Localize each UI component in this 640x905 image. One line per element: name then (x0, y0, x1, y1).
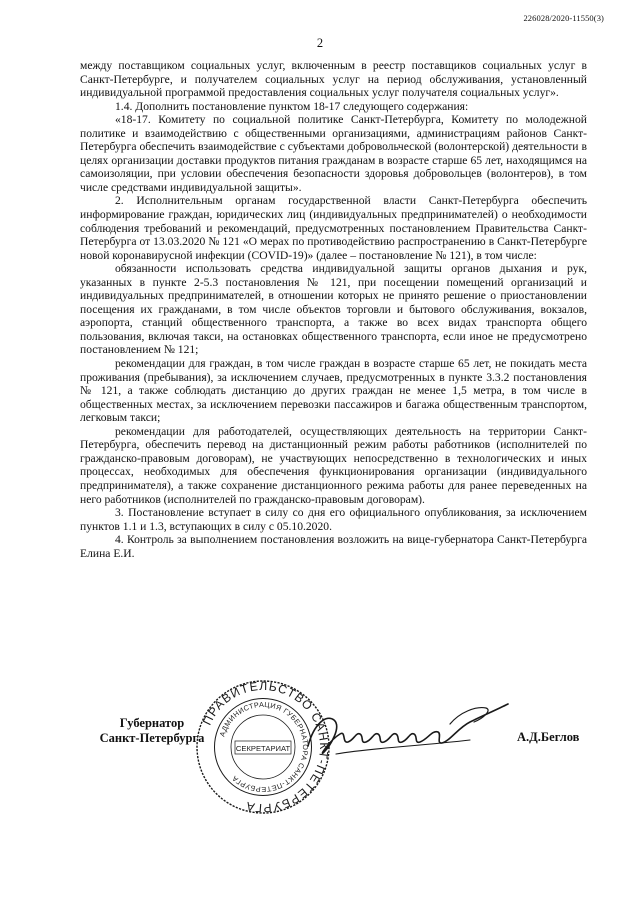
paragraph-3: 3. Постановление вступает в силу со дня его официального опубликования, за исключением пунктов 1.1 и 1.3, вступающих в силу с 05.10.2020. (80, 506, 587, 533)
signatory-title-line2: Санкт-Петербурга (99, 731, 205, 745)
paragraph-2: 2. Исполнительным органам государственной власти Санкт-Петербурга обеспечить информирование граждан, юридических лиц (индивидуальных предпринимателей) о необходимости соблюдения требований и рекомендаций, предусмотренных постановлением Правительства Санкт-Петербурга от 13.03.2020 № 121 «О мерах по противодействию распространению в Санкт-Петербурге новой коронавирусной инфекции (COVID-19)» (далее – постановление № 121), в том числе: (80, 194, 587, 262)
paragraph-1-4: 1.4. Дополнить постановление пунктом 18-17 следующего содержания: (115, 99, 469, 113)
page-number: 2 (316, 36, 324, 50)
signatory-name: А.Д.Беглов (517, 730, 580, 744)
paragraph-employer-recommendations: рекомендации для работодателей, осуществляющих деятельность на территории Санкт-Петербурга, обеспечить перевод на дистанционный режим работы работников (исполнителей по гражданско-правовым договорам), не участвующих непосредственно в технологических и иных процессах, необходимых для обеспечения функционирования организации (индивидуального предпринимателя), а также сохранение дистанционного режима работы для ранее переведенных на него работников (исполнителей по гражданско-правовым договорам). (80, 424, 587, 506)
paragraph-obligations: обязанности использовать средства индивидуальной защиты органов дыхания и рук, указанных в пункте 2-5.3 постановления № 121, при посещении помещений организаций и индивидуальных предпринимателей, в отношении которых не принято решение о приостановлении посещения их гражданами, в том числе объектов торговли и бытового обслуживания, вокзалов, аэропорта, станций общественного транспорта, а также во всех видах транспорта общего пользования, включая такси, на остановках общественного транспорта, если иное не предусмотрено постановлением № 121; (80, 262, 587, 357)
document-body (80, 59, 587, 560)
seal-inner-text: АДМИНИСТРАЦИЯ ГУБЕРНАТОРА САНКТ-ПЕТЕРБУРГА (217, 699, 311, 795)
paragraph-18-17: «18-17. Комитету по социальной политике Санкт-Петербурга, Комитету по молодежной политике и взаимодействию с общественными организациями, администрациям районов Санкт-Петербурга обеспечить взаимодействие с субъектами добровольческой (волонтерской) деятельности в целях организации доставки продуктов питания гражданам в возрасте старше 65 лет, находящимся на самоизоляции, при условии обеспечения безопасности здоровья добровольцев (волонтеров), в том числе средствами индивидуальной защиты». (80, 113, 587, 194)
paragraph-continuation: между поставщиком социальных услуг, включенным в реестр поставщиков социальных услуг в Санкт-Петербурге, и получателем социальных услуг на период обслуживания, установленный индивидуальной программой предоставления социальных услуг получателя социальных услуг». (80, 59, 587, 100)
seal-center-text: СЕКРЕТАРИАТ (235, 744, 291, 753)
paragraph-4: 4. Контроль за выполнением постановления возложить на вице-губернатора Санкт-Петербурга Елина Е.И. (80, 533, 587, 560)
seal-outer-text: ПРАВИТЕЛЬСТВО САНКТ-ПЕТЕРБУРГА (199, 679, 331, 815)
document-id: 226028/2020-11550(3) (523, 13, 604, 23)
signatory-title-line1: Губернатор (119, 716, 185, 730)
paragraph-citizen-recommendations: рекомендации для граждан, в том числе граждан в возрасте старше 65 лет, не покидать места проживания (пребывания), за исключением случаев, предусмотренных в пункте 3.3.2 постановления № 121, а также соблюдать дистанцию до других граждан не менее 1,5 метра, в том числе в общественных местах, за исключением перевозки пассажиров и багажа общественным транспортом, легковым такси; (80, 357, 587, 425)
handwritten-signature (300, 694, 515, 774)
